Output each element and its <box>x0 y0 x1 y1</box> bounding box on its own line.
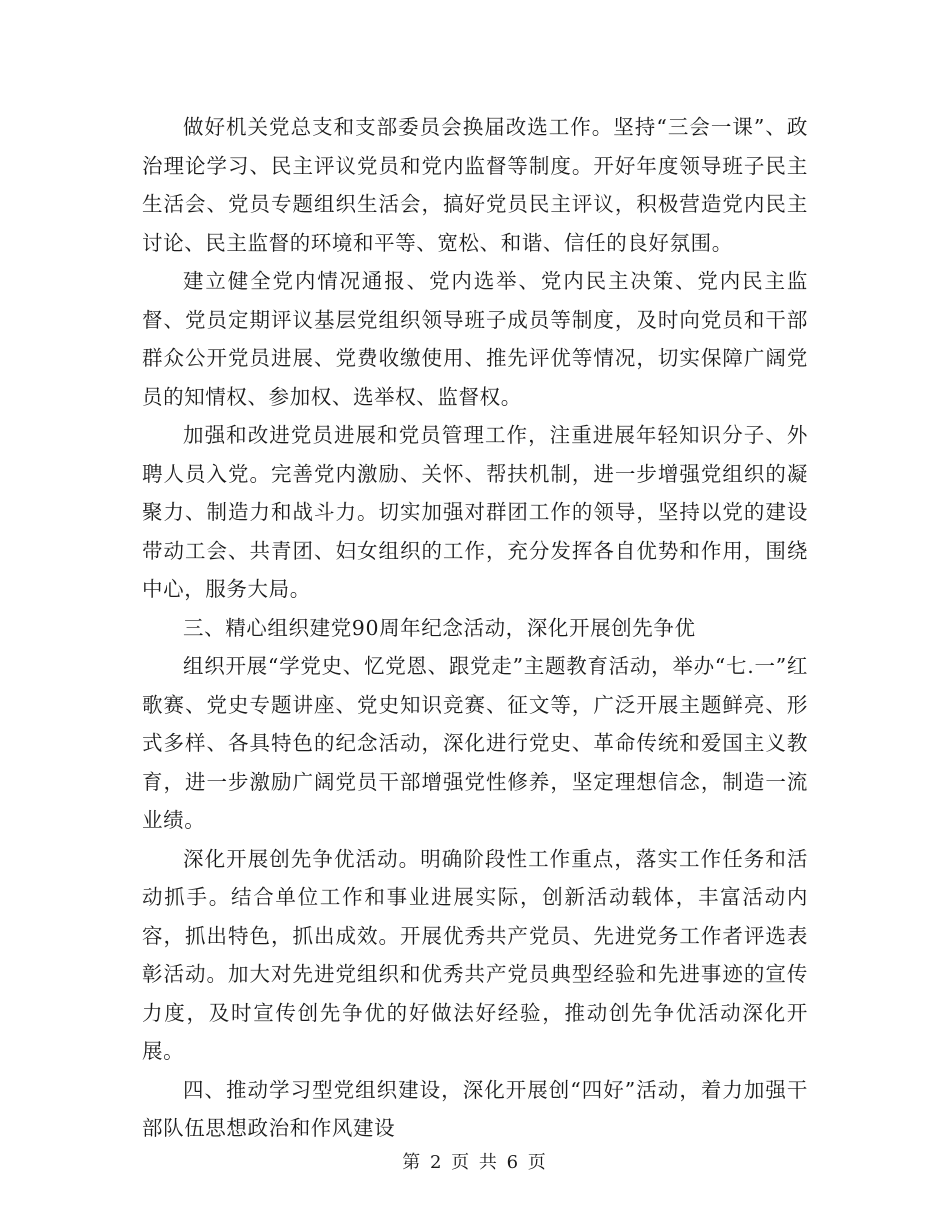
page-number-footer: 第 2 页 共 6 页 <box>402 1152 548 1173</box>
document-body <box>142 108 808 1148</box>
paragraph-2: 建立健全党内情况通报、党内选举、党内民主决策、党内民主监督、党员定期评议基层党组织领导班子成员等制度，及时向党员和干部群众公开党员进展、党费收缴使用、推先评优等情况，切实保障广阔党员的知情权、参加权、选举权、监督权。 <box>142 269 808 409</box>
paragraph-3: 加强和改进党员进展和党员管理工作，注重进展年轻知识分子、外聘人员入党。完善党内激励、关怀、帮扶机制，进一步增强党组织的凝聚力、制造力和战斗力。切实加强对群团工作的领导，坚持以党的建设带动工会、共青团、妇女组织的工作，充分发挥各自优势和作用，围绕中心，服务大局。 <box>142 423 808 601</box>
paragraph-4: 组织开展“学党史、忆党恩、跟党走”主题教育活动，举办“七.一”红歌赛、党史专题讲座、党史知识竞赛、征文等，广泛开展主题鲜亮、形式多样、各具特色的纪念活动，深化进行党史、革命传统和爱国主义教育，进一步激励广阔党员干部增强党性修养，坚定理想信念，制造一流业绩。 <box>142 654 808 832</box>
section-heading-3: 三、精心组织建党90周年纪念活动，深化开展创先争优 <box>183 615 696 640</box>
paragraph-5: 深化开展创先争优活动。明确阶段性工作重点，落实工作任务和活动抓手。结合单位工作和事业进展实际，创新活动载体，丰富活动内容，抓出特色，抓出成效。开展优秀共产党员、先进党务工作者评选表彰活动。加大对先进党组织和优秀共产党员典型经验和先进事迹的宣传力度，及时宣传创先争优的好做法好经验，推动创先争优活动深化开展。 <box>142 846 808 1063</box>
paragraph-1: 做好机关党总支和支部委员会换届改选工作。坚持“三会一课”、政治理论学习、民主评议党员和党内监督等制度。开好年度领导班子民主生活会、党员专题组织生活会，搞好党员民主评议，积极营造党内民主讨论、民主监督的环境和平等、宽松、和谐、信任的良好氛围。 <box>142 115 808 255</box>
section-heading-4: 四、推动学习型党组织建设，深化开展创“四好”活动，着力加强干部队伍思想政治和作风建设 <box>142 1077 808 1140</box>
